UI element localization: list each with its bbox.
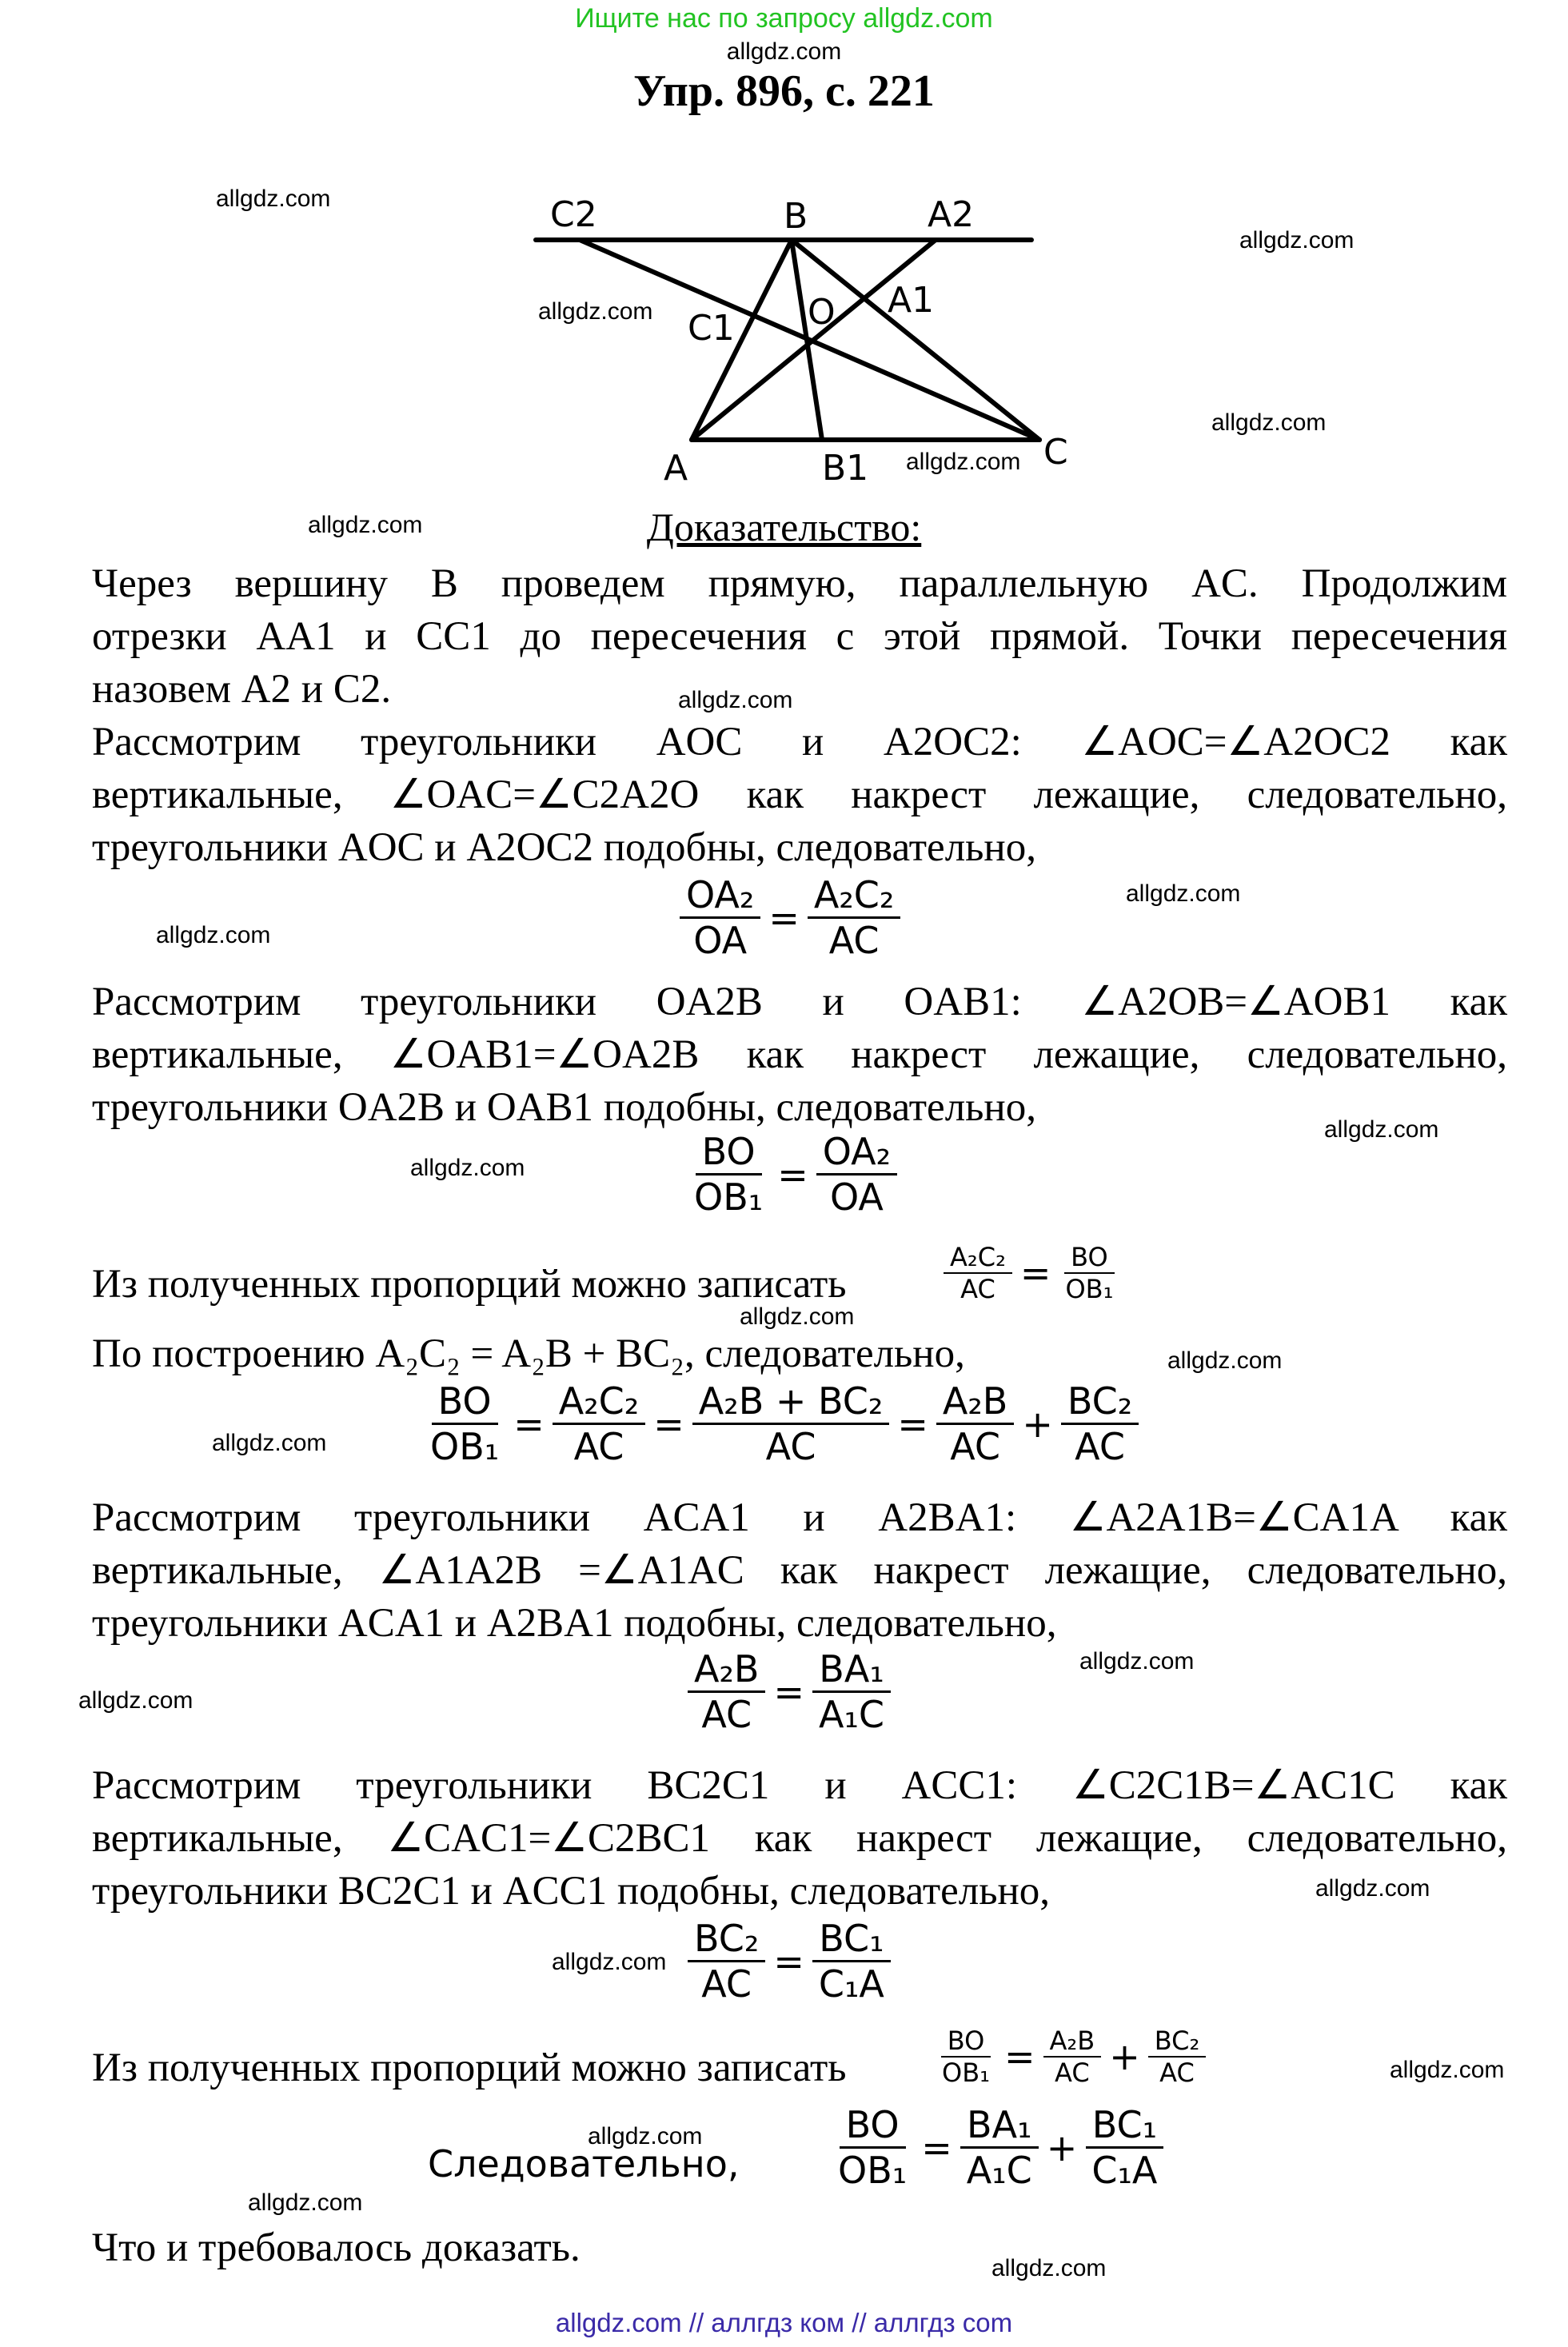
proof-heading: Доказательство: [646, 505, 922, 549]
footer-links[interactable]: allgdz.com // аллгдз ком // аллгдз com [555, 2308, 1013, 2337]
watermark: allgdz.com [308, 512, 423, 538]
watermark: allgdz.com [1390, 2057, 1505, 2083]
watermark: allgdz.com [156, 922, 271, 948]
side-bc [792, 240, 1039, 440]
text-line: Рассмотрим треугольники AOC и A2OC2: ∠AOC=∠A2OC2 как [92, 720, 1507, 764]
watermark: allgdz.com [588, 2123, 703, 2149]
text-line: По построению A₂C₂ = A₂B + BC₂, следовательно, [92, 1331, 965, 1376]
equation-5: $\frac{\text{A₂B}}{AC}$ = $\frac{\text{BA₁}}{\text{A₁C}}$ [688, 1647, 891, 1736]
text-line: треугольники OA2B и OAB1 подобны, следовательно, [92, 1085, 1036, 1130]
median-b-b1 [792, 240, 822, 440]
label-c1: C1 [688, 308, 735, 349]
conclusion: Что и требовалось доказать. [92, 2225, 581, 2270]
text-line: вертикальные, ∠CAC1=∠C2BC1 как накрест лежащие, следовательно, [92, 1816, 1507, 1861]
watermark: allgdz.com [1211, 409, 1327, 436]
text-line: Из полученных пропорций можно записать [92, 1262, 847, 1307]
label-c: C [1043, 432, 1068, 473]
equation-3: $\frac{\text{A₂C₂}}{AC}$ = $\frac{BO}{\text{OB₁}}$ [944, 1242, 1119, 1304]
geometry-figure [520, 180, 1079, 492]
watermark: allgdz.com [906, 449, 1021, 475]
label-a2: A2 [928, 194, 975, 235]
text-line: отрезки AA1 и CC1 до пересечения с этой прямой. Точки пересечения [92, 614, 1507, 659]
watermark: allgdz.com [1079, 1648, 1195, 1674]
watermark: allgdz.com [216, 186, 331, 212]
text-line: Из полученных пропорций можно записать [92, 2046, 847, 2090]
search-hint: Ищите нас по запросу allgdz.com [575, 3, 993, 34]
text-line: Следовательно, [428, 2142, 740, 2185]
watermark: allgdz.com [78, 1687, 194, 1714]
line-c-c2 [580, 240, 1039, 440]
equation-6: $\frac{\text{BC₂}}{AC}$ = $\frac{\text{BC₁}}{\text{C₁A}}$ [688, 1917, 891, 2006]
watermark: allgdz.com [538, 298, 653, 325]
watermark: allgdz.com [1239, 227, 1355, 253]
equation-2: $\frac{BO}{\text{OB₁}}$ = $\frac{\text{OA₂}}{OA}$ [688, 1130, 897, 1219]
watermark: allgdz.com [1126, 880, 1241, 907]
label-a1: A1 [888, 280, 935, 321]
text-line: назовем A2 и C2. [92, 667, 392, 712]
text-line: Рассмотрим треугольники BC2C1 и ACC1: ∠C2C1B=∠AC1C как [92, 1763, 1507, 1808]
watermark: allgdz.com [212, 1430, 327, 1456]
watermark: allgdz.com [248, 2189, 363, 2216]
watermark: allgdz.com [740, 1303, 855, 1330]
text-line: треугольники BC2C1 и ACC1 подобны, следовательно, [92, 1869, 1051, 1914]
equation-7: $\frac{BO}{\text{OB₁}}$ = $\frac{\text{A₂B}}{AC}$ + $\frac{\text{BC₂}}{AC}$ [936, 2026, 1206, 2088]
text-line: Через вершину B проведем прямую, параллельную AC. Продолжим [92, 561, 1507, 606]
label-b: B [784, 196, 808, 237]
text-line: Рассмотрим треугольники ACA1 и A2BA1: ∠A2A1B=∠CA1A как [92, 1495, 1507, 1540]
text-line: вертикальные, ∠A1A2B =∠A1AC как накрест лежащие, следовательно, [92, 1548, 1507, 1593]
site-name: allgdz.com [726, 38, 842, 65]
watermark: allgdz.com [1315, 1875, 1430, 1902]
text-line: треугольники AOC и A2OC2 подобны, следовательно, [92, 825, 1036, 870]
watermark: allgdz.com [410, 1155, 525, 1181]
equation-4: $\frac{BO}{\text{OB₁}}$ = $\frac{\text{A₂C₂}}{AC}$ = $\frac{\text{A₂B + BC₂}}{AC}$ = $\frac{\text{A₂B}}{AC}$ + $\frac{\text{BC₂}}{AC}$ [424, 1379, 1139, 1468]
watermark: allgdz.com [552, 1949, 667, 1975]
watermark: allgdz.com [991, 2255, 1107, 2281]
text-line: вертикальные, ∠OAB1=∠OA2B как накрест лежащие, следовательно, [92, 1032, 1507, 1077]
label-o: O [808, 292, 836, 333]
text-line: Рассмотрим треугольники OA2B и OAB1: ∠A2OB=∠AOB1 как [92, 980, 1507, 1024]
text-line: вертикальные, ∠OAC=∠C2A2O как накрест лежащие, следовательно, [92, 772, 1507, 817]
watermark: allgdz.com [1324, 1116, 1439, 1143]
text-line: треугольники ACA1 и A2BA1 подобны, следовательно, [92, 1601, 1057, 1646]
watermark: allgdz.com [1167, 1347, 1283, 1374]
equation-8: $\frac{BO}{\text{OB₁}}$ = $\frac{\text{BA₁}}{\text{A₁C}}$ + $\frac{\text{BC₁}}{\text{C₁A}}$ [832, 2103, 1163, 2192]
label-a: A [664, 448, 688, 489]
equation-1: $\frac{\text{OA₂}}{OA}$ = $\frac{\text{A₂C₂}}{AC}$ [680, 873, 900, 962]
watermark: allgdz.com [678, 687, 793, 713]
label-c2: C2 [550, 194, 597, 235]
page-title: Упр. 896, с. 221 [633, 66, 935, 116]
label-b1: B1 [822, 448, 869, 489]
